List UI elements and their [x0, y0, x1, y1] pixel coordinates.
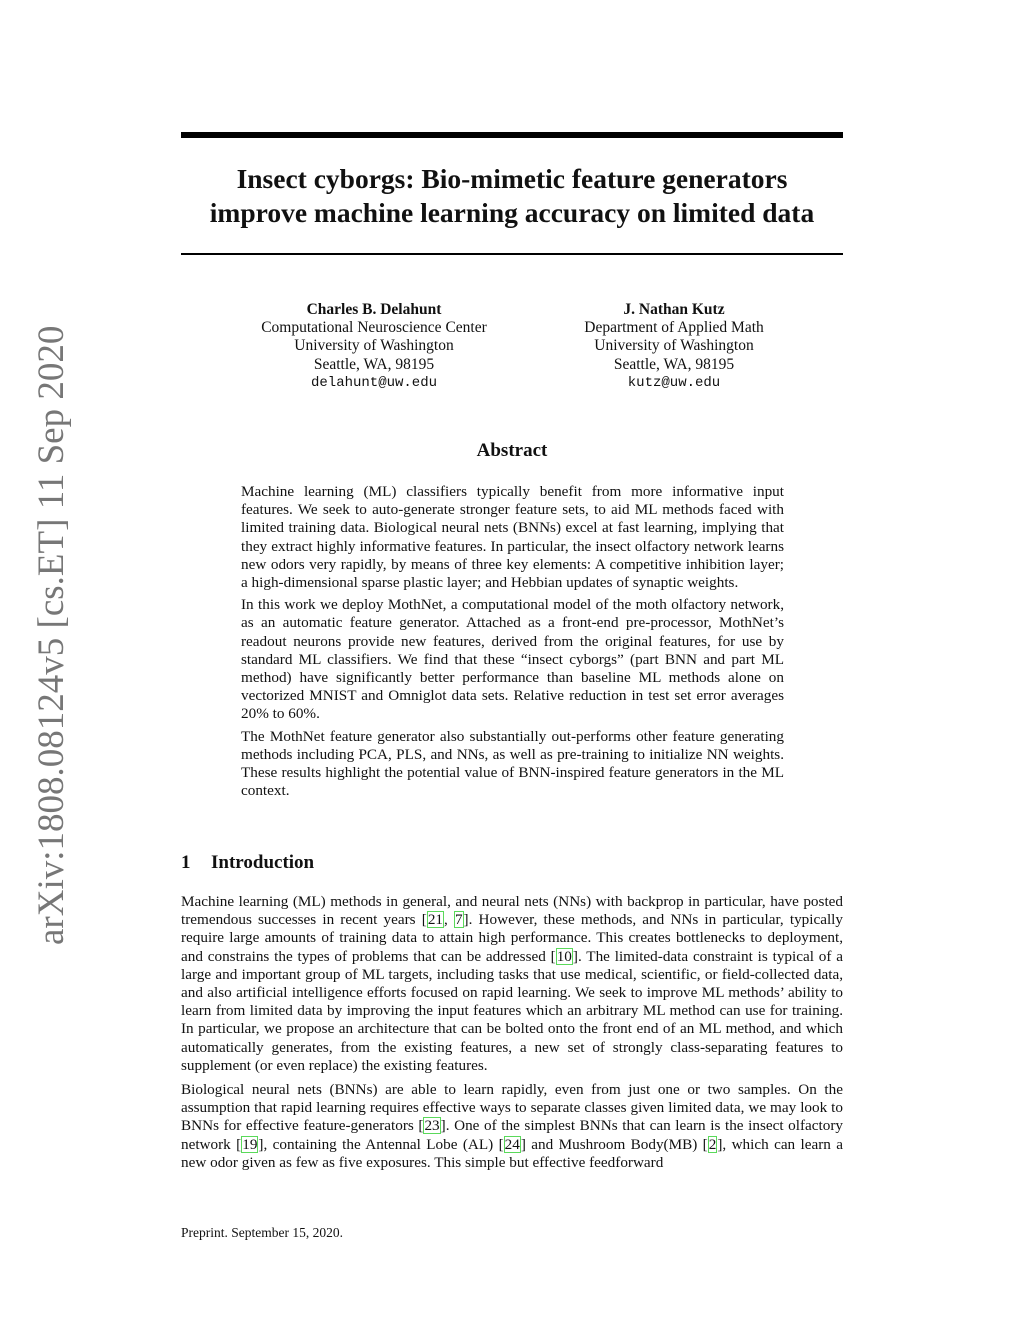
author-email[interactable]: delahunt@uw.edu [310, 374, 438, 391]
abstract-paragraph: Machine learning (ML) classifiers typically benefit from more informative input features. We seek to auto-generate stronger feature sets, to aid ML methods faced with limited training data. Biological neural nets (BNNs) excel at fast learning, implying that they extract highly informative features. In particular, the insect olfactory network learns new odors very rapidly, by means of three key elements: A competitive inhibition layer; a high-dimensional sparse plastic layer; and Hebbian updates of synaptic weights. [241, 483, 784, 592]
section-title: Introduction [211, 852, 315, 873]
text-run: ]. However, these methods, and NNs in particular, typically require large amounts of training data to attain high performance. This creates bottlenecks to deployment, and constrains the types of problems that can be addressed [ [181, 911, 844, 965]
abstract-body [241, 483, 784, 804]
text-run: ], containing the Antennal Lobe (AL) [ [258, 1135, 504, 1153]
author-email[interactable]: kutz@uw.edu [627, 374, 721, 391]
author-name: J. Nathan Kutz [623, 301, 725, 318]
text-run: Machine learning (ML) methods in general, and neural nets (NNs) with backprop in particular, have posted tremendous successes in recent years [ [181, 893, 843, 929]
citation-link[interactable]: 2 [708, 1135, 717, 1153]
citation-link[interactable]: 24 [504, 1135, 520, 1153]
section-heading-introduction [181, 852, 843, 874]
intro-paragraph-1 [181, 893, 843, 1075]
citation-link[interactable]: 21 [427, 911, 443, 929]
arxiv-stamp: arXiv:1808.08124v5 [cs.ET] 11 Sep 2020 [31, 325, 72, 945]
introduction-body [181, 893, 843, 1178]
author-affiliation: Department of Applied Math [584, 319, 764, 337]
title-rule-bottom [181, 253, 843, 255]
citation-link[interactable]: 23 [424, 1117, 440, 1135]
title-rule-top [181, 132, 843, 138]
intro-paragraph-2 [181, 1081, 843, 1172]
text-run: ]. One of the simplest BNNs that can learn is the insect olfactory network [ [181, 1117, 843, 1153]
title-line-1: Insect cyborgs: Bio-mimetic feature generators [236, 163, 788, 194]
citation-link[interactable]: 19 [242, 1135, 258, 1153]
abstract-paragraph: In this work we deploy MothNet, a computational model of the moth olfactory network, as an automatic feature generator. Attached as a front-end pre-processor, MothNet’s readout neurons provide new features, derived from the original features, for use by standard ML classifiers. We find that these “insect cyborgs” (part BNN and part ML method) have significantly better performance than baseline ML methods alone on vectorized MNIST and Omniglot data sets. Relative reduction in test set error averages 20% to 60%. [241, 596, 784, 723]
text-run: ] and Mushroom Body(MB) [ [520, 1135, 708, 1153]
abstract-paragraph: The MothNet feature generator also substantially out-performs other feature generating methods including PCA, PLS, and NNs, as well as pre-training to initialize NN weights. These results highlight the potential value of BNN-inspired feature generators in the ML context. [241, 727, 784, 800]
citation-link[interactable]: 7 [454, 911, 463, 929]
author-block-2 [540, 301, 808, 392]
author-institution: University of Washington [594, 337, 754, 355]
author-block-1 [232, 301, 516, 392]
author-institution: University of Washington [294, 337, 454, 355]
title-line-2: improve machine learning accuracy on limited data [209, 197, 815, 228]
abstract-heading: Abstract [476, 440, 548, 461]
author-affiliation: Computational Neuroscience Center [261, 319, 487, 337]
text-run: ]. The limited-data constraint is typical of a large and important group of ML targets, including tasks that use medical, scientific, or field-collected data, and also artificial intelligence efforts focused on rapid learning. We seek to improve ML methods’ ability to learn from limited data by improving the input features which an arbitrary ML method can use for training. In particular, we propose an architecture that can be bolted onto the front end of an ML method, and which automatically generates, from the existing features, a new set of strongly class-separating features to supplement (or even replace) the existing features. [181, 947, 843, 1074]
author-location: Seattle, WA, 98195 [313, 355, 435, 373]
paper-title [181, 162, 843, 230]
author-location: Seattle, WA, 98195 [613, 355, 735, 373]
preprint-footer: Preprint. September 15, 2020. [181, 1225, 343, 1240]
text-run: ], which can learn a new odor given as few as five exposures. This simple but effective feedforward [181, 1135, 844, 1171]
text-run: Biological neural nets (BNNs) are able to learn rapidly, even from just one or two samples. On the assumption that rapid learning requires effective ways to separate classes given limited data, we may look to BNNs for effective feature-generators [ [181, 1081, 843, 1135]
citation-link[interactable]: 10 [556, 947, 572, 965]
author-name: Charles B. Delahunt [306, 301, 442, 318]
section-number: 1 [181, 852, 191, 873]
text-run: , [444, 911, 454, 929]
